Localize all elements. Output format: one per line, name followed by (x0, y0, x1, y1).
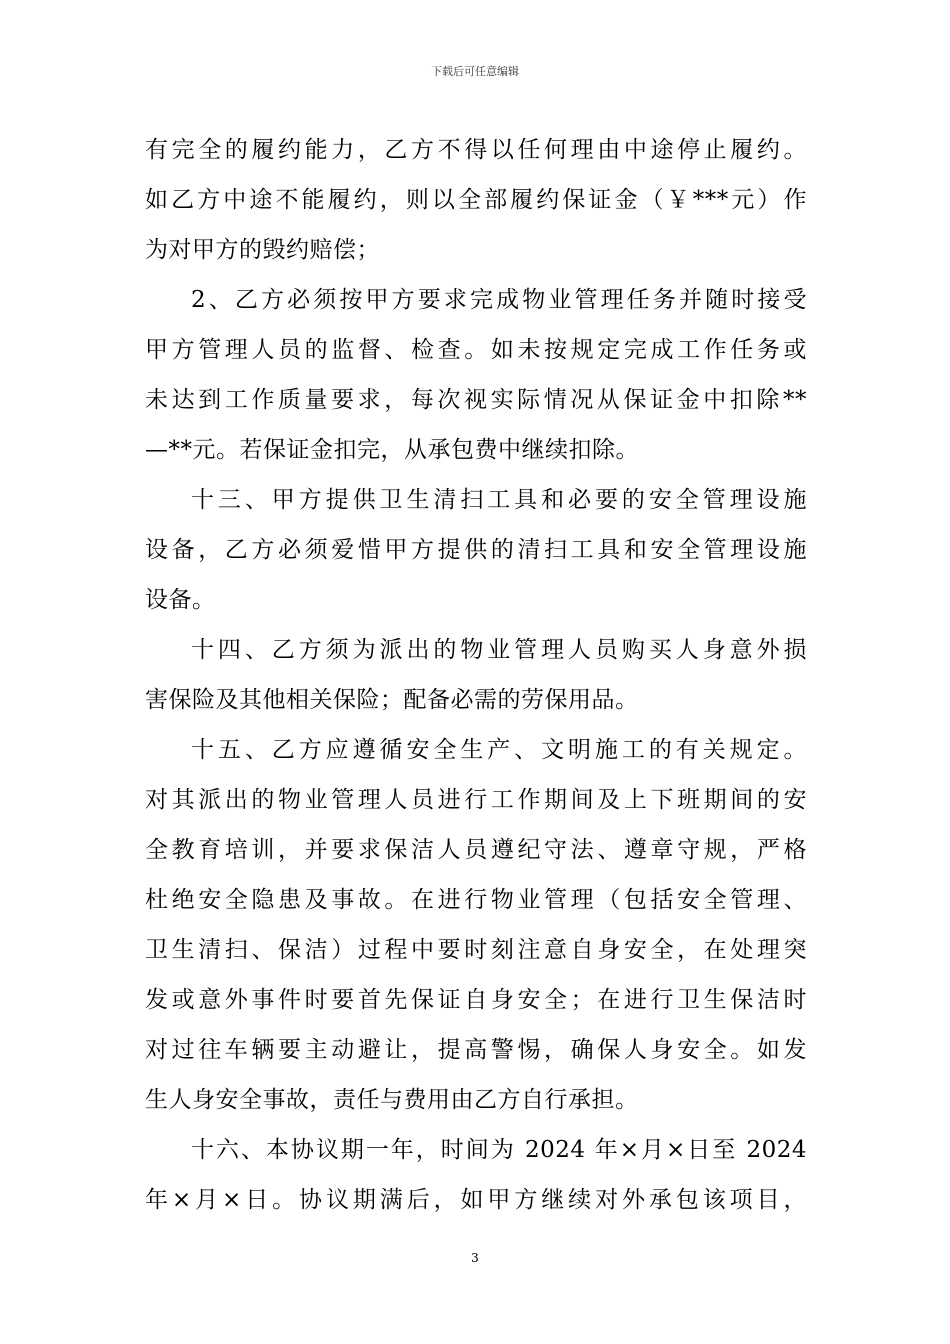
text-line: 甲方管理人员的监督、检查。如未按规定完成工作任务或 (145, 337, 807, 363)
text-line: 十五、乙方应遵循安全生产、文明施工的有关规定。 (191, 737, 807, 763)
text-line: 为对甲方的毁约赔偿； (145, 237, 380, 263)
text-line: 发或意外事件时要首先保证自身安全；在进行卫生保洁时 (145, 987, 807, 1013)
text-line: 生人身安全事故，责任与费用由乙方自行承担。 (145, 1087, 639, 1113)
text-line: 有完全的履约能力，乙方不得以任何理由中途停止履约。 (145, 137, 807, 163)
text-line: 对过往车辆要主动避让，提高警惕，确保人身安全。如发 (145, 1037, 807, 1063)
text-line: 如乙方中途不能履约，则以全部履约保证金（￥***元）作 (145, 187, 807, 213)
text-line: 全教育培训，并要求保洁人员遵纪守法、遵章守规，严格 (145, 837, 807, 863)
text-line: 杜绝安全隐患及事故。在进行物业管理（包括安全管理、 (145, 887, 807, 913)
text-line: 十三、甲方提供卫生清扫工具和必要的安全管理设施 (191, 487, 807, 513)
text-line: 十六、本协议期一年，时间为 2024 年×月×日至 2024 (191, 1137, 807, 1163)
text-line: 十四、乙方须为派出的物业管理人员购买人身意外损 (191, 637, 807, 663)
text-line: 未达到工作质量要求，每次视实际情况从保证金中扣除** (145, 387, 807, 413)
text-line: 对其派出的物业管理人员进行工作期间及上下班期间的安 (145, 787, 807, 813)
page-header: 下载后可任意编辑 (431, 65, 519, 78)
text-line: —**元。若保证金扣完，从承包费中继续扣除。 (145, 437, 639, 463)
page-number: 3 (471, 1251, 479, 1265)
text-line: 2、乙方必须按甲方要求完成物业管理任务并随时接受 (191, 287, 807, 313)
text-line: 害保险及其他相关保险；配备必需的劳保用品。 (145, 687, 639, 713)
text-line: 设备，乙方必须爱惜甲方提供的清扫工具和安全管理设施 (145, 537, 807, 563)
text-line: 卫生清扫、保洁）过程中要时刻注意自身安全，在处理突 (145, 937, 807, 963)
text-line: 设备。 (145, 587, 216, 613)
document-body (145, 125, 807, 1225)
text-line: 年×月×日。协议期满后，如甲方继续对外承包该项目， (145, 1187, 807, 1213)
